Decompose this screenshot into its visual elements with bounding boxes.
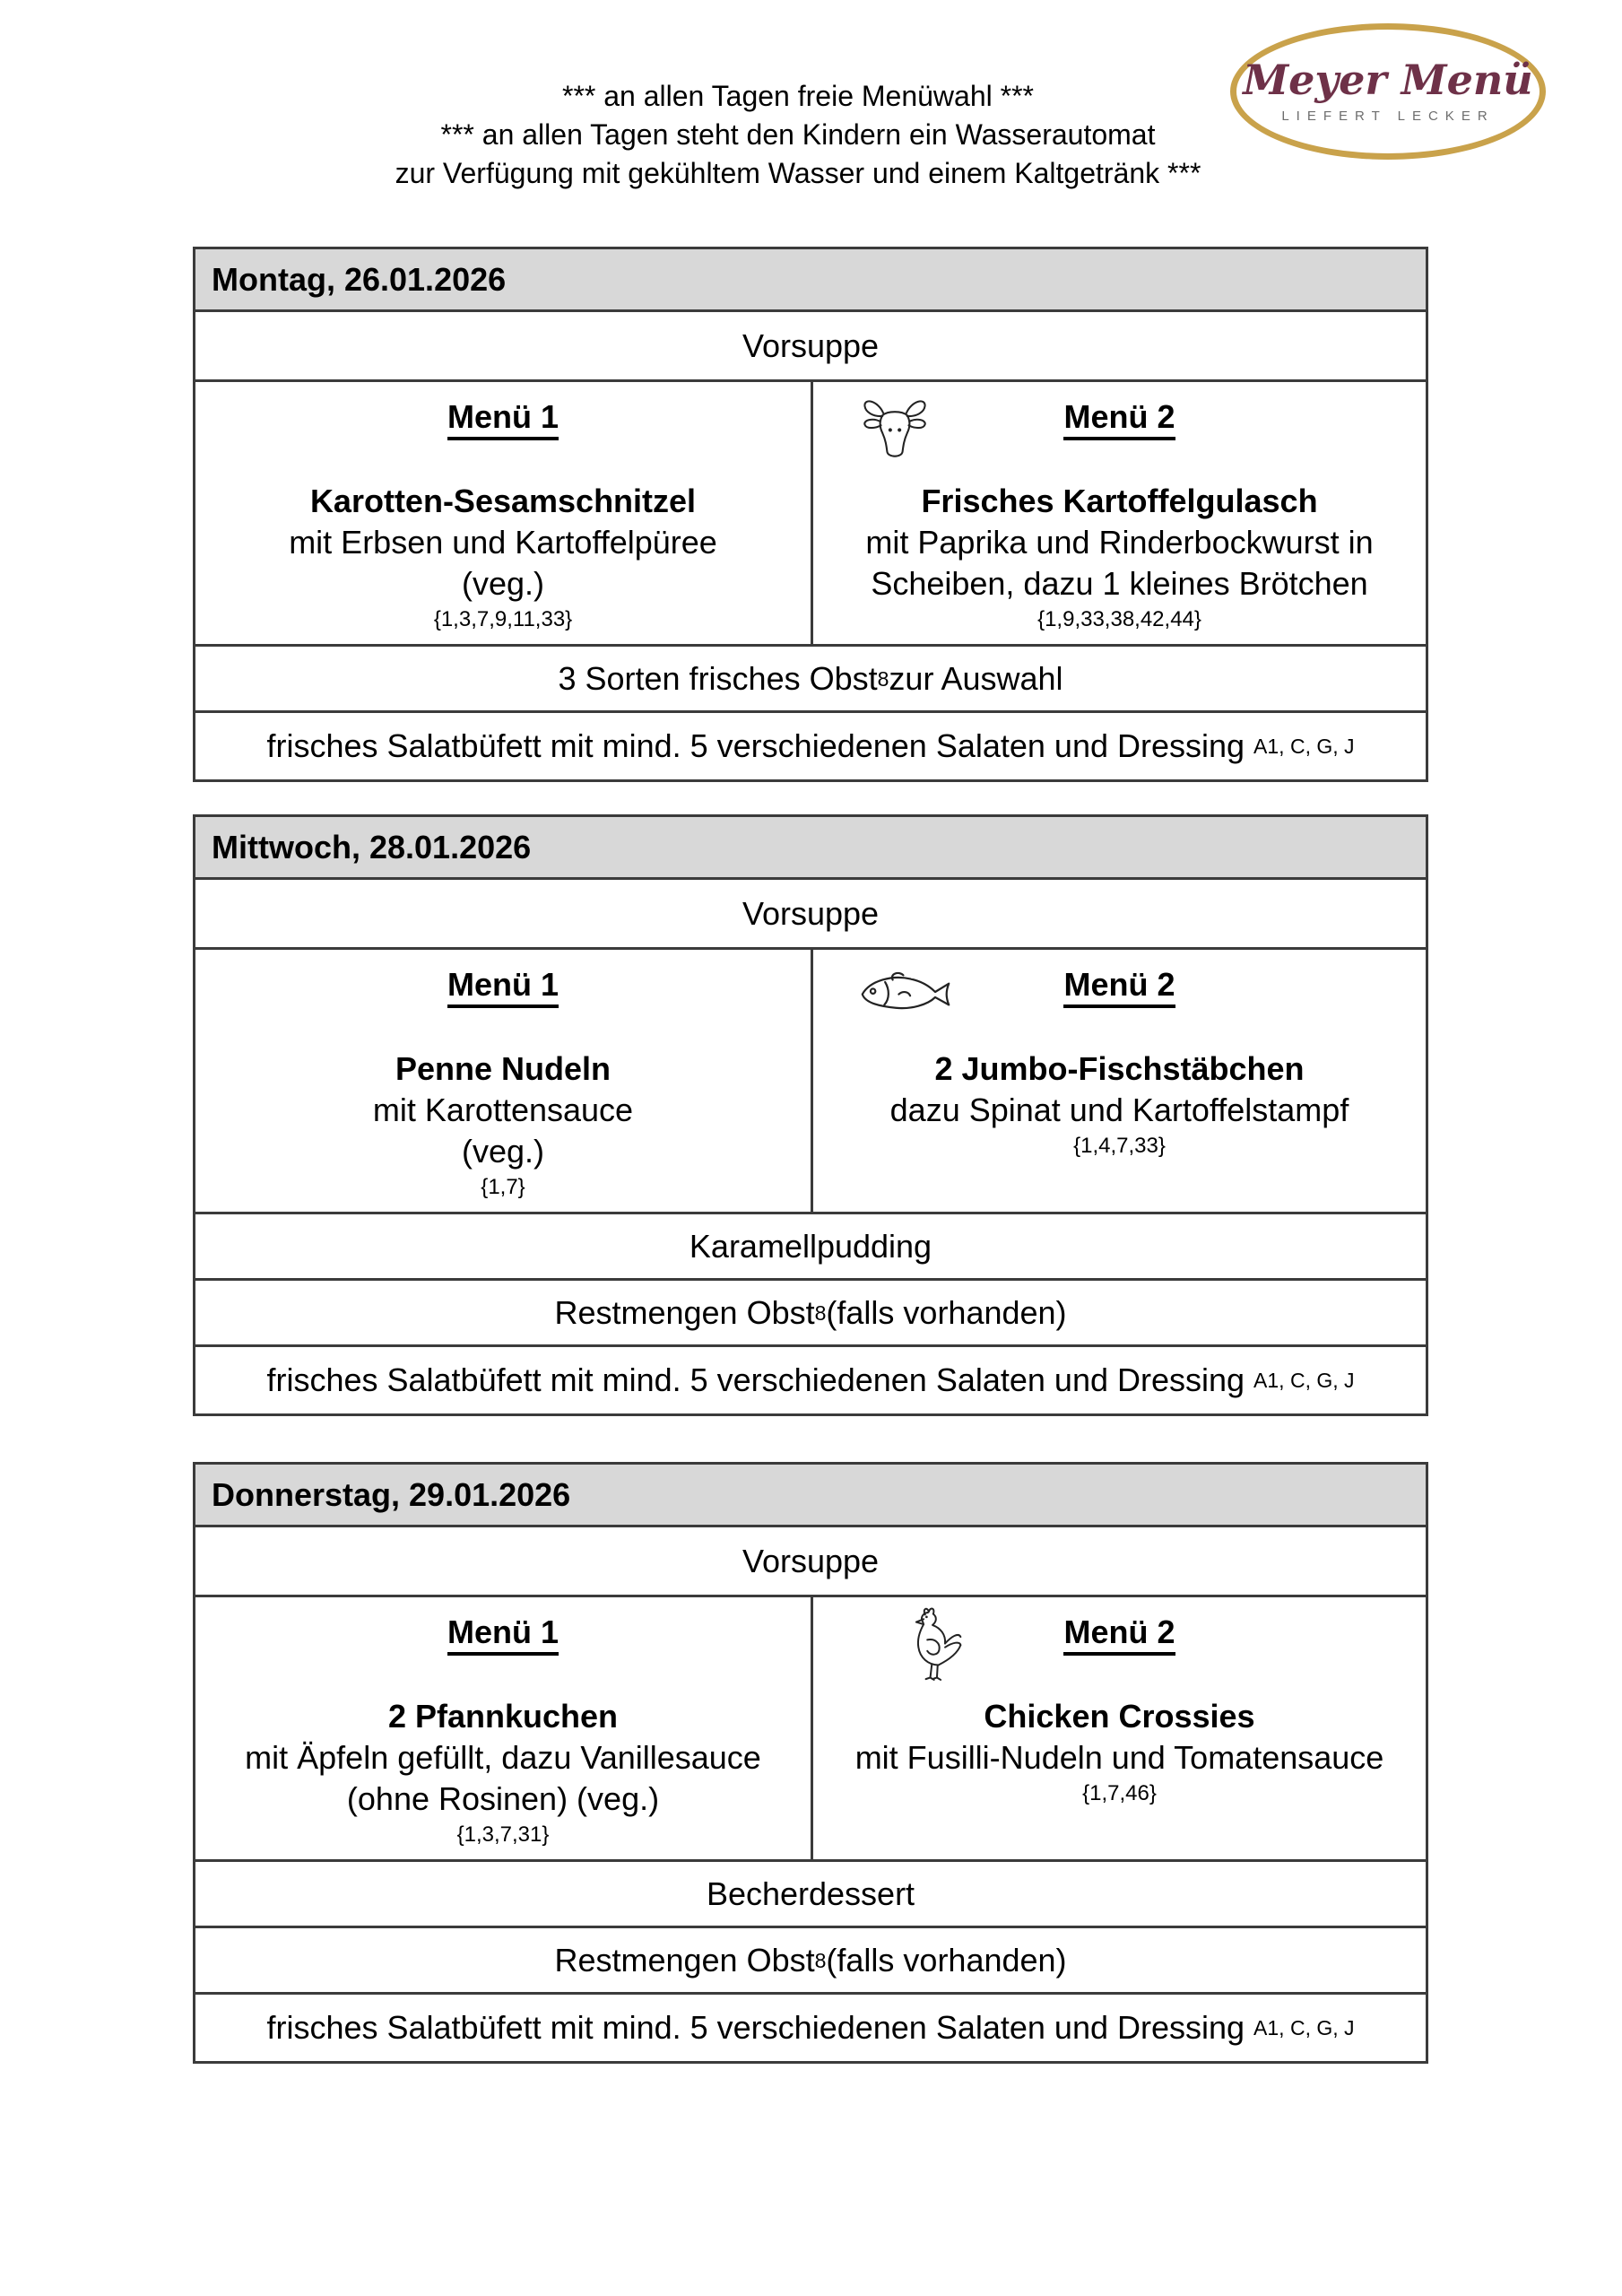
note-line-2: *** an allen Tagen steht den Kindern ein Wasserautomat <box>440 118 1156 151</box>
vorsuppe-label: Vorsuppe <box>742 326 880 364</box>
logo-wordmark: Meyer Menü <box>1243 56 1533 104</box>
menu1-title: Menü 1 <box>213 964 793 1005</box>
menu2-dish: Frisches Kartoffelgulasch <box>921 483 1318 519</box>
menu2-title: Menü 2 <box>831 1612 1408 1653</box>
fruit-row: 3 Sorten frisches Obst 8 zur Auswahl <box>195 647 1426 713</box>
logo-tagline: LIEFERT LECKER <box>1281 109 1495 124</box>
menu1-title: Menü 1 <box>213 396 793 438</box>
vorsuppe-row <box>195 312 1426 382</box>
vorsuppe-label: Vorsuppe <box>742 894 880 932</box>
day-header <box>195 249 1426 312</box>
menu2-dish: 2 Jumbo-Fischstäbchen <box>934 1050 1305 1087</box>
salad-buffet-row: frisches Salatbüfett mit mind. 5 verschiedenen Salaten und Dressing A1, C, G, J <box>266 1361 1355 1398</box>
day-table-wednesday <box>193 814 1428 1416</box>
menu1-note: (veg.) <box>461 1133 545 1170</box>
menu1-cell <box>195 950 811 1212</box>
note-line-1: *** an allen Tagen freie Menüwahl *** <box>562 80 1034 112</box>
menu1-dish: 2 Pfannkuchen <box>387 1698 619 1735</box>
day-header <box>195 817 1426 880</box>
menu2-allergens: {1,4,7,33} <box>1073 1134 1166 1158</box>
menu1-dish: Penne Nudeln <box>395 1050 612 1087</box>
menu2-cell <box>811 950 1426 1212</box>
cow-icon <box>856 391 933 474</box>
menu1-allergens: {1,3,7,31} <box>456 1822 550 1847</box>
fruit-row: Restmengen Obst 8 (falls vorhanden) <box>195 1281 1426 1347</box>
fruit-row: Restmengen Obst 8 (falls vorhanden) <box>195 1928 1426 1995</box>
menu1-note: (ohne Rosinen) (veg.) <box>346 1780 660 1817</box>
salad-buffet-row: frisches Salatbüfett mit mind. 5 verschiedenen Salaten und Dressing A1, C, G, J <box>266 727 1355 764</box>
menu-row <box>195 950 1426 1214</box>
menu1-title: Menü 1 <box>213 1612 793 1653</box>
menu1-desc: mit Erbsen und Kartoffelpüree <box>289 524 717 561</box>
menu1-allergens: {1,7} <box>481 1175 525 1199</box>
menu1-cell <box>195 382 811 644</box>
menu-row <box>195 1597 1426 1862</box>
vorsuppe-label: Vorsuppe <box>742 1542 880 1579</box>
free-choice-note <box>269 77 1327 193</box>
meyer-menue-logo <box>1230 23 1546 160</box>
menu2-desc-2: Scheiben, dazu 1 kleines Brötchen <box>871 565 1368 602</box>
dessert-row: Becherdessert <box>195 1862 1426 1928</box>
day-title: Montag, 26.01.2026 <box>212 260 507 298</box>
menu2-title: Menü 2 <box>831 964 1408 1005</box>
menu2-desc-1: dazu Spinat und Kartoffelstampf <box>889 1091 1349 1128</box>
menu1-cell <box>195 1597 811 1859</box>
menu2-desc-1: mit Fusilli-Nudeln und Tomatensauce <box>854 1739 1384 1776</box>
menu-row <box>195 382 1426 647</box>
fish-icon <box>856 964 955 1020</box>
menu1-allergens: {1,3,7,9,11,33} <box>433 607 573 631</box>
day-table-thursday <box>193 1462 1428 2064</box>
menu2-cell <box>811 382 1426 644</box>
note-line-3: zur Verfügung mit gekühltem Wasser und einem Kaltgetränk *** <box>395 157 1201 189</box>
salad-buffet-row: frisches Salatbüfett mit mind. 5 verschiedenen Salaten und Dressing A1, C, G, J <box>266 2009 1355 2046</box>
menu2-allergens: {1,9,33,38,42,44} <box>1037 607 1201 631</box>
menu2-dish: Chicken Crossies <box>984 1698 1255 1735</box>
menu1-note: (veg.) <box>461 565 545 602</box>
vorsuppe-row <box>195 880 1426 950</box>
day-title: Mittwoch, 28.01.2026 <box>212 828 532 865</box>
menu2-desc-1: mit Paprika und Rinderbockwurst in <box>865 524 1374 561</box>
menu2-title: Menü 2 <box>831 396 1408 438</box>
day-title: Donnerstag, 29.01.2026 <box>212 1475 571 1513</box>
chicken-icon <box>903 1601 962 1691</box>
day-header <box>195 1465 1426 1527</box>
menu2-allergens: {1,7,46} <box>1082 1781 1157 1805</box>
dessert-row: Karamellpudding <box>195 1214 1426 1281</box>
menu1-dish: Karotten-Sesamschnitzel <box>309 483 697 519</box>
menu2-cell <box>811 1597 1426 1859</box>
menu1-desc: mit Äpfeln gefüllt, dazu Vanillesauce <box>245 1739 761 1776</box>
vorsuppe-row <box>195 1527 1426 1597</box>
menu1-desc: mit Karottensauce <box>372 1091 634 1128</box>
day-table-monday <box>193 247 1428 782</box>
